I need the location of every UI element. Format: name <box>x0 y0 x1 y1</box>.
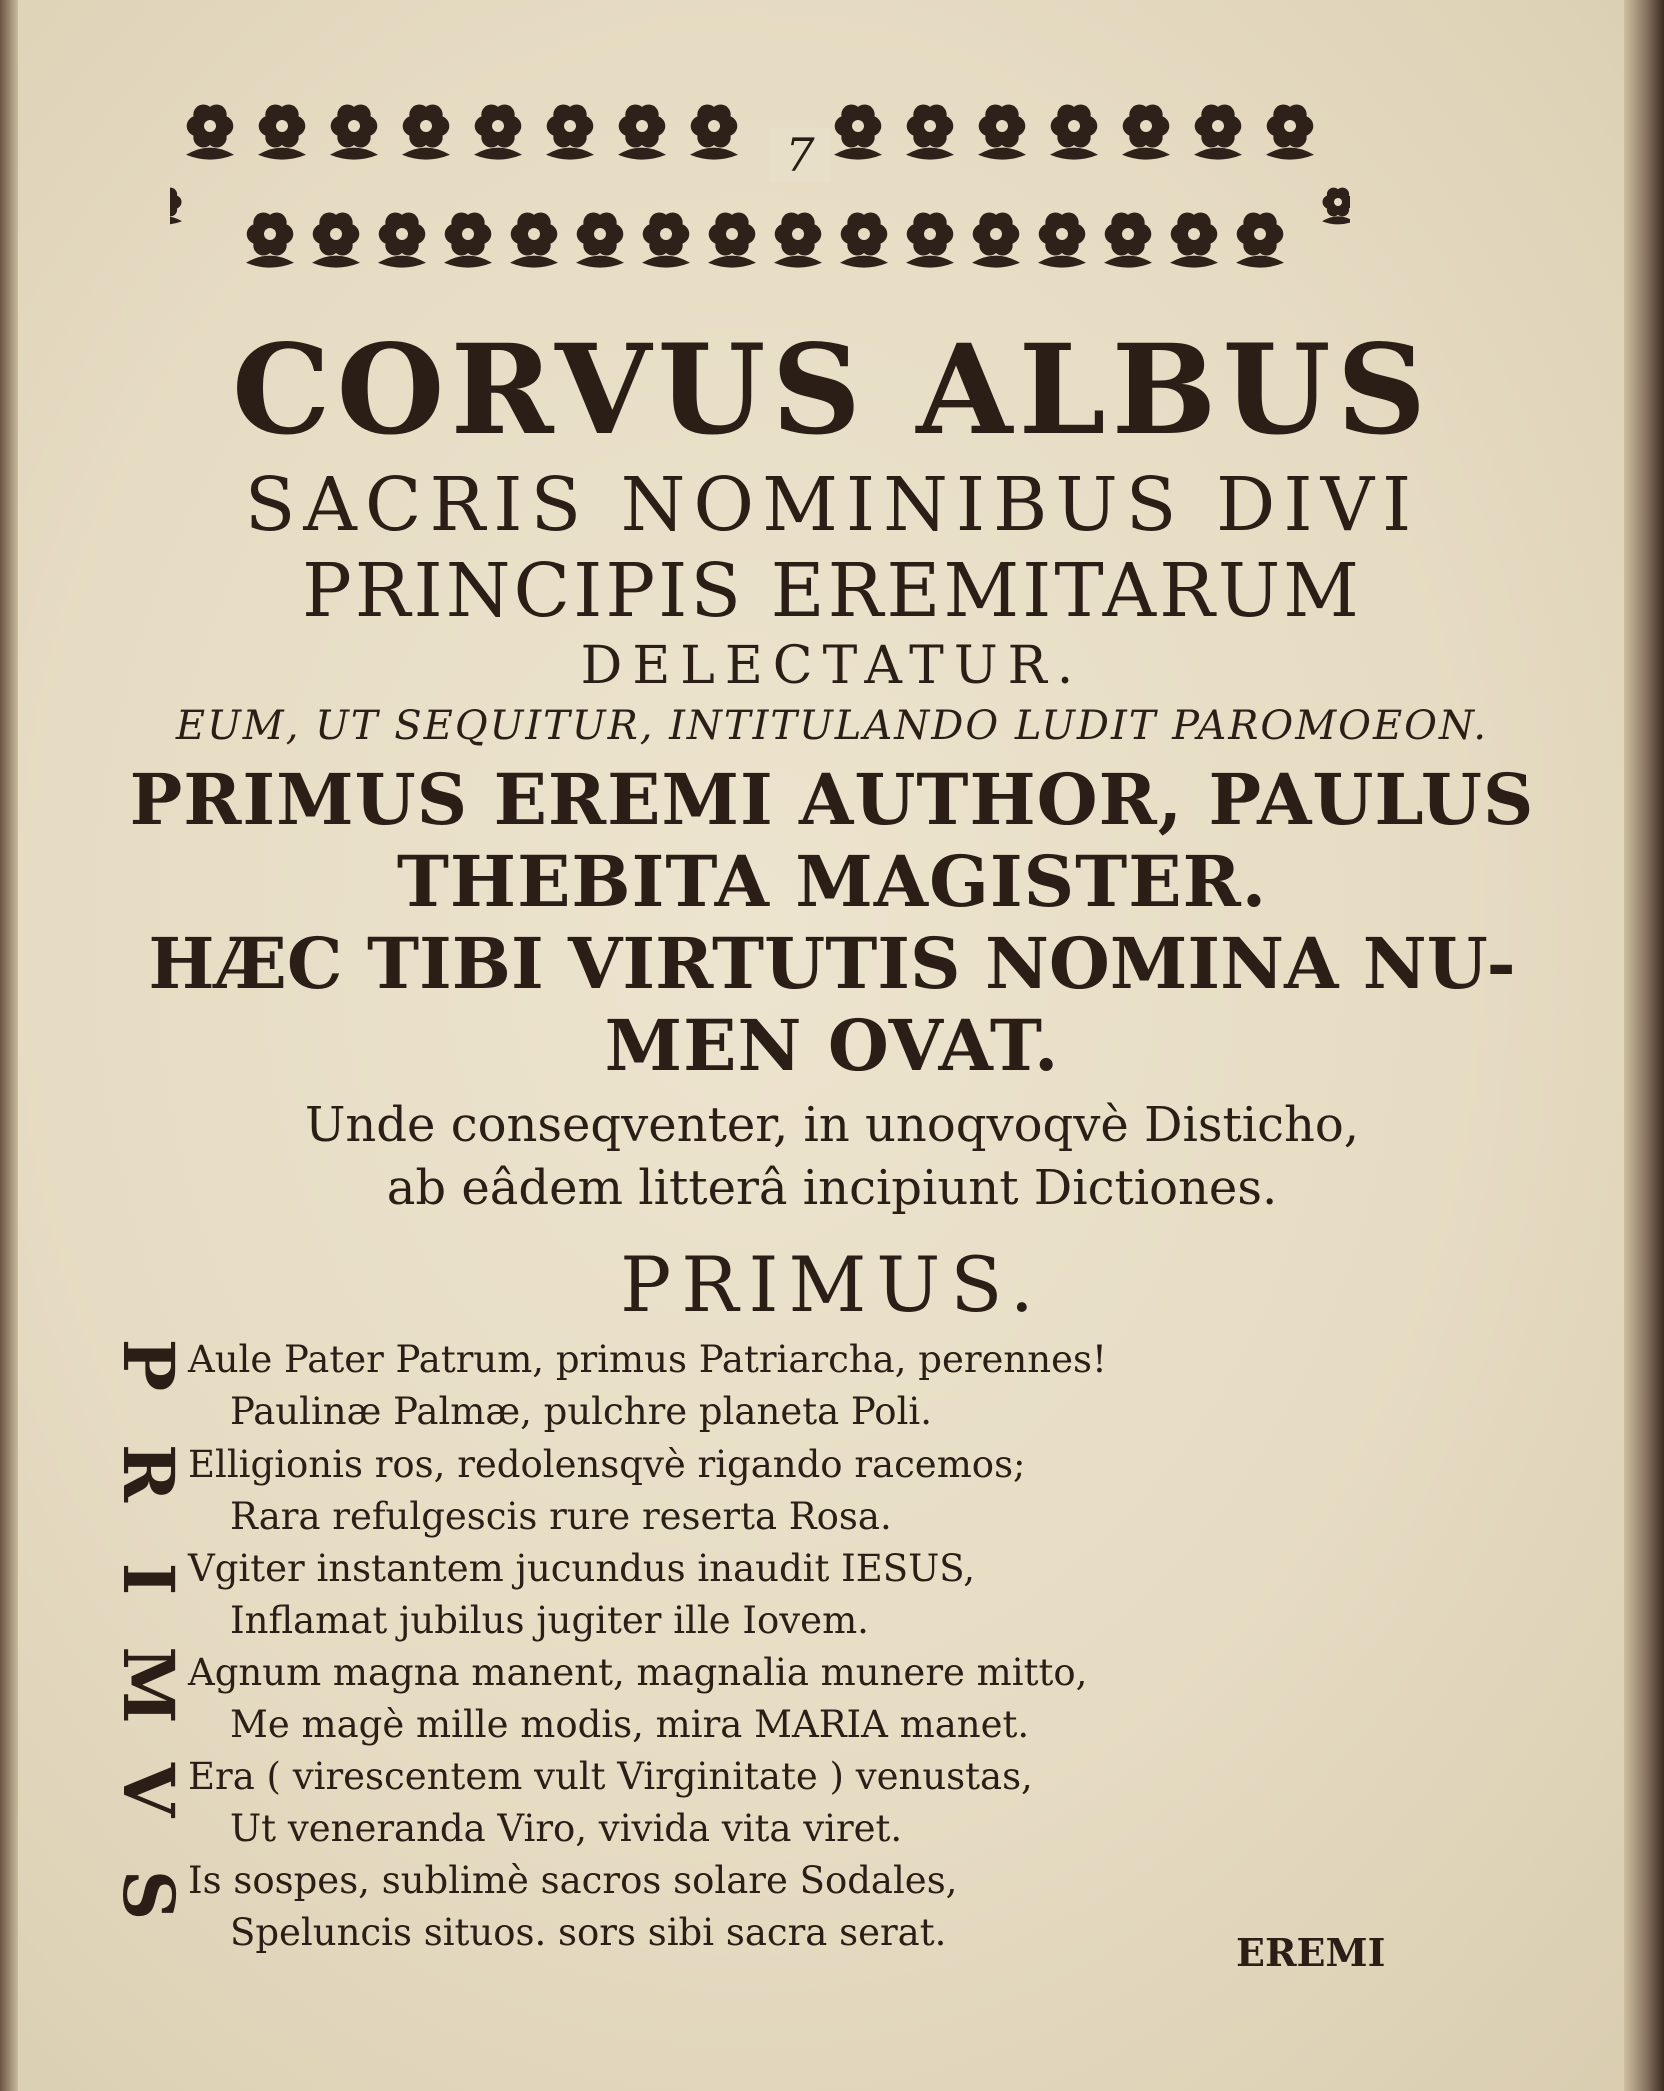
acrostic-letter: V <box>107 1762 190 1818</box>
ornament-flower <box>1266 104 1314 159</box>
note-line-2: ab eâdem litterâ incipiunt Dictiones. <box>386 1160 1278 1216</box>
ornament-flower <box>510 212 558 267</box>
ornament-flower <box>444 212 492 267</box>
page-number: 7 <box>770 128 830 182</box>
ornament-flower <box>246 212 294 267</box>
main-title: CORVUS ALBUS <box>231 318 1433 463</box>
verse-line: Inflamat jubilus jugiter ille Iovem. <box>230 1599 869 1642</box>
italic-line: EUM, UT SEQUITUR, INTITULANDO LUDIT PAROMOEON. <box>175 703 1489 749</box>
floral-headpiece-ornament <box>170 84 1350 294</box>
acrostic-letter: I <box>107 1562 190 1596</box>
ornament-flower <box>1050 104 1098 159</box>
ornament-flower <box>576 212 624 267</box>
motto-line-3: HÆC TIBI VIRTUTIS NOMINA NU- <box>148 922 1516 1005</box>
ornament-flower <box>840 212 888 267</box>
acrostic-letter: R <box>107 1443 190 1503</box>
verse-line: Is sospes, sublimè sacros solare Sodales, <box>188 1859 958 1902</box>
verse-line: Era ( virescentem vult Virginitate ) venustas, <box>188 1755 1033 1798</box>
ornament-flower <box>1236 212 1284 267</box>
ornament-flower <box>378 212 426 267</box>
verse-line: Vgiter instantem jucundus inaudit IESUS, <box>188 1547 976 1590</box>
ornament-flower <box>906 104 954 159</box>
verse-line: Me magè mille modis, mira MARIA manet. <box>230 1703 1030 1746</box>
motto-line-4: MEN OVAT. <box>604 1004 1060 1087</box>
ornament-flower <box>546 104 594 159</box>
section-heading: PRIMUS. <box>620 1240 1044 1329</box>
ornament-flower <box>1170 212 1218 267</box>
acrostic-letter: P <box>107 1338 190 1392</box>
catchword: EREMI <box>1236 1930 1386 1975</box>
ornament-flower <box>1322 188 1350 225</box>
ornament-flower <box>312 212 360 267</box>
ornament-flower <box>402 104 450 159</box>
ornament-flower <box>170 188 182 225</box>
ornament-flower <box>618 104 666 159</box>
note-line-1: Unde conseqventer, in unoqvoqvè Disticho, <box>304 1097 1360 1153</box>
ornament-flower <box>1122 104 1170 159</box>
ornament-flower <box>774 212 822 267</box>
verse-line: Aule Pater Patrum, primus Patriarcha, perennes! <box>188 1338 1107 1381</box>
ornament-flower <box>978 104 1026 159</box>
verse-line: Ut veneranda Viro, vivida vita viret. <box>230 1807 903 1850</box>
ornament-flower <box>474 104 522 159</box>
verse-line: Elligionis ros, redolensqvè rigando racemos; <box>188 1443 1026 1486</box>
verse-line: Agnum magna manent, magnalia munere mitto, <box>188 1651 1088 1694</box>
ornament-flower <box>972 212 1020 267</box>
motto-line-2: THEBITA MAGISTER. <box>396 840 1268 923</box>
ornament-flower <box>708 212 756 267</box>
ornament-flower <box>690 104 738 159</box>
ornament-flower <box>1104 212 1152 267</box>
ornament-flower <box>186 104 234 159</box>
verse-line: Paulinæ Palmæ, pulchre planeta Poli. <box>230 1390 933 1433</box>
ornament-flower <box>1038 212 1086 267</box>
verse-line: Speluncis situos. sors sibi sacra serat. <box>230 1911 947 1954</box>
subtitle-line-3: DELECTATUR. <box>580 636 1084 696</box>
ornament-flower <box>906 212 954 267</box>
acrostic-letter: S <box>107 1869 190 1921</box>
ornament-flower <box>1194 104 1242 159</box>
verse-line: Rara refulgescis rure reserta Rosa. <box>230 1495 892 1538</box>
subtitle-line-2: PRINCIPIS EREMITARUM <box>302 548 1362 634</box>
ornament-flower <box>330 104 378 159</box>
ornament-flower <box>834 104 882 159</box>
ornament-flower <box>258 104 306 159</box>
acrostic-letter: M <box>107 1646 190 1724</box>
motto-line-1: PRIMUS EREMI AUTHOR, PAULUS <box>129 758 1535 841</box>
subtitle-line-1: SACRIS NOMINIBUS DIVI <box>244 462 1420 548</box>
ornament-flower <box>642 212 690 267</box>
